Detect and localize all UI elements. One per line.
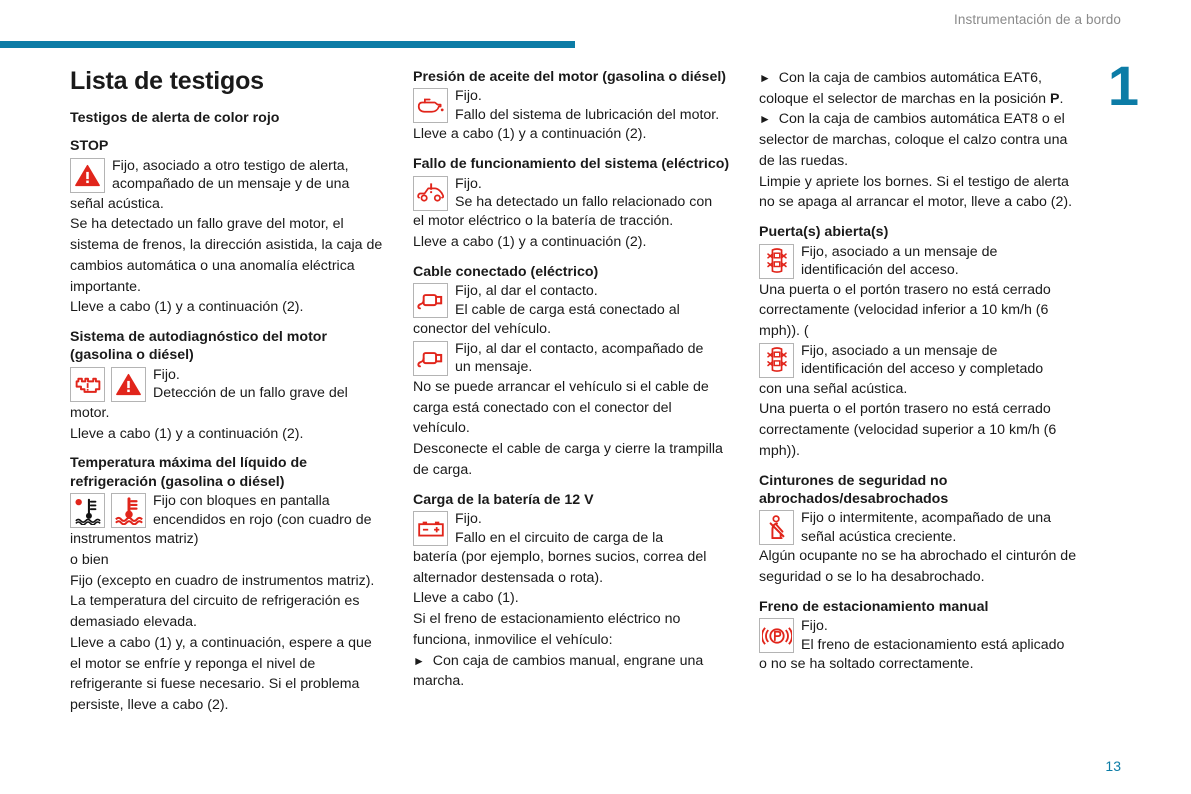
telltale-block-cable-connected bbox=[413, 263, 731, 481]
telltale-block-engine-selfdiagnosis bbox=[70, 328, 385, 444]
telltale-body-text: Lleve a cabo (1) y a continuación (2). bbox=[413, 234, 647, 251]
telltale-icon-text: Fijo, asociado a un mensaje de identificación del acceso y completado bbox=[801, 342, 1044, 378]
telltale-heading: Cable conectado (eléctrico) bbox=[413, 263, 599, 280]
telltale-icon-text: Fijo, asociado a un mensaje de identificación del acceso. bbox=[801, 243, 998, 279]
door-open-icon bbox=[759, 343, 794, 378]
bullet-arrow-icon: ► bbox=[759, 112, 771, 127]
telltale-body-text: Lleve a cabo (1). bbox=[413, 590, 519, 607]
telltale-heading: Fallo de funcionamiento del sistema (eléctrico) bbox=[413, 156, 730, 173]
telltale-body-text: Desconecte el cable de carga y cierre la trampilla de carga. bbox=[413, 441, 723, 478]
telltale-bullet: ► Con caja de cambios manual, engrane una marcha. bbox=[413, 652, 704, 690]
telltale-icon-text: Fijo, asociado a otro testigo de alerta, acompañado de un mensaje y de una bbox=[112, 157, 350, 193]
telltale-after-text: con una señal acústica. bbox=[759, 380, 908, 397]
telltale-icon-text: Fijo, al dar el contacto. El cable de carga está conectado al bbox=[455, 283, 680, 318]
telltale-heading: Sistema de autodiagnóstico del motor (gasolina o diésel) bbox=[70, 329, 327, 364]
telltale-after-text: el motor eléctrico o la batería de tracción. bbox=[413, 213, 674, 230]
telltale-after-text: batería (por ejemplo, bornes sucios, correa del alternador destensada o rota). bbox=[413, 548, 707, 586]
telltale-heading: STOP bbox=[70, 138, 109, 155]
telltale-block-coolant-temperature bbox=[70, 454, 385, 715]
telltale-heading: Carga de la batería de 12 V bbox=[413, 491, 594, 508]
telltale-body-text: Lleve a cabo (1) y, a continuación, espere a que el motor se enfríe y reponga el nivel de refrigerante si fuese necesario. Si el problema persiste, lleve a cabo (2). bbox=[70, 634, 372, 713]
telltale-block-stop bbox=[70, 137, 385, 318]
chapter-number: 1 bbox=[1107, 54, 1139, 117]
telltale-after-text: Lleve a cabo (1) y a continuación (2). bbox=[413, 126, 647, 143]
page-body bbox=[70, 68, 1130, 716]
charging-cable-plug-icon bbox=[413, 341, 448, 376]
telltale-body-text: Lleve a cabo (1) y a continuación (2). bbox=[70, 299, 304, 316]
page-number: 13 bbox=[1105, 758, 1121, 774]
running-head: Instrumentación de a bordo bbox=[954, 12, 1121, 27]
charging-cable-plug-icon bbox=[413, 283, 448, 318]
telltale-body-text: o bien bbox=[70, 551, 109, 568]
telltale-body-text: Fijo (excepto en cuadro de instrumentos matriz). bbox=[70, 572, 375, 589]
telltale-bullet: ► Con la caja de cambios automática EAT6, coloque el selector de marchas en la posición P. bbox=[759, 70, 1064, 107]
telltale-after-text: conector del vehículo. bbox=[413, 321, 552, 338]
column-right bbox=[759, 68, 1077, 716]
telltale-icon-text: Fijo o intermitente, acompañado de una señal acústica creciente. bbox=[801, 510, 1052, 545]
telltale-heading: Presión de aceite del motor (gasolina o diésel) bbox=[413, 69, 726, 85]
telltale-block-battery-charge bbox=[413, 491, 731, 693]
gear-position-label: P bbox=[1050, 90, 1060, 107]
telltale-heading: Puerta(s) abierta(s) bbox=[759, 224, 889, 241]
telltale-icon-text: Fijo. Detección de un fallo grave del bbox=[153, 366, 348, 402]
telltale-icon-text: Fijo. Se ha detectado un fallo relacionado con bbox=[455, 175, 713, 210]
telltale-heading: Temperatura máxima del líquido de refrigeración (gasolina o diésel) bbox=[70, 455, 308, 490]
telltale-body-text: Si el freno de estacionamiento eléctrico no funciona, inmovilice el vehículo: bbox=[413, 611, 681, 648]
telltale-body-text: Una puerta o el portón trasero no está cerrado correctamente (velocidad superior a 10 km/h (6 mph)). bbox=[759, 401, 1057, 459]
telltale-block-parking-brake bbox=[759, 598, 1077, 675]
telltale-heading: Freno de estacionamiento manual bbox=[759, 598, 989, 615]
door-open-icon bbox=[759, 244, 794, 279]
stop-warning-triangle-icon bbox=[70, 158, 105, 193]
telltale-block-electric-system-fault bbox=[413, 155, 731, 253]
telltale-block-seatbelt bbox=[759, 472, 1077, 588]
telltale-icon-text: Fijo, al dar el contacto, acompañado de un mensaje. bbox=[455, 341, 704, 376]
telltale-after-text: o no se ha soltado correctamente. bbox=[759, 656, 974, 673]
seatbelt-unfastened-icon bbox=[759, 510, 794, 545]
telltale-bullet: ► Con la caja de cambios automática EAT8 o el selector de marchas, coloque el calzo contra una de las ruedas. bbox=[759, 111, 1068, 169]
telltale-body-text: No se puede arrancar el vehículo si el cable de carga está conectado con el conector del vehículo. bbox=[413, 378, 709, 437]
parking-brake-icon bbox=[759, 618, 794, 653]
stop-warning-triangle-icon bbox=[111, 367, 146, 402]
telltale-after-text: instrumentos matriz) bbox=[70, 531, 199, 548]
telltale-icon-text: Fijo. Fallo en el circuito de carga de la bbox=[455, 511, 664, 546]
telltale-icon-text: Fijo con bloques en pantalla encendidos en rojo (con cuadro de bbox=[153, 493, 372, 528]
telltale-body-text: Lleve a cabo (1) y a continuación (2). bbox=[70, 425, 304, 442]
header-rule bbox=[0, 41, 575, 48]
telltale-icon-text: Fijo. El freno de estacionamiento está aplicado bbox=[801, 618, 1065, 653]
column-middle bbox=[413, 68, 731, 716]
telltale-body-text: Limpie y apriete los bornes. Si el testigo de alerta no se apaga al arrancar el motor, lleve a cabo (2). bbox=[759, 173, 1073, 211]
telltale-block-oil-pressure bbox=[413, 68, 731, 145]
coolant-temperature-matrix-icon bbox=[70, 493, 105, 528]
engine-fault-icon bbox=[70, 367, 105, 402]
telltale-after-text: Algún ocupante no se ha abrochado el cinturón de seguridad o se lo ha desabrochado. bbox=[759, 548, 1077, 586]
bullet-arrow-icon: ► bbox=[413, 653, 425, 668]
telltale-body-text: Se ha detectado un fallo grave del motor, el sistema de frenos, la dirección asistida, la caja de cambios automática o una anomalía eléctrica importante. bbox=[70, 216, 383, 295]
page-title: Lista de testigos bbox=[70, 67, 264, 95]
telltale-block-door-open bbox=[759, 223, 1077, 461]
telltale-after-text: señal acústica. bbox=[70, 195, 164, 212]
telltale-after-text: motor. bbox=[70, 404, 110, 421]
telltale-heading: Cinturones de seguridad no abrochados/desabrochados bbox=[759, 472, 949, 507]
oil-pressure-icon bbox=[413, 88, 448, 123]
section-subtitle: Testigos de alerta de color rojo bbox=[70, 109, 280, 126]
electric-system-fault-car-icon bbox=[413, 176, 448, 211]
bullet-arrow-icon: ► bbox=[759, 71, 771, 85]
telltale-icon-text: Fijo. Fallo del sistema de lubricación del motor. bbox=[455, 88, 720, 123]
telltale-body-text: La temperatura del circuito de refrigeración es demasiado elevada. bbox=[70, 593, 360, 631]
coolant-temperature-icon bbox=[111, 493, 146, 528]
telltale-after-text: Una puerta o el portón trasero no está cerrado correctamente (velocidad inferior a 10 km/h (6 mph)). ( bbox=[759, 281, 1051, 339]
column-left bbox=[70, 68, 385, 716]
battery-charge-icon bbox=[413, 511, 448, 546]
